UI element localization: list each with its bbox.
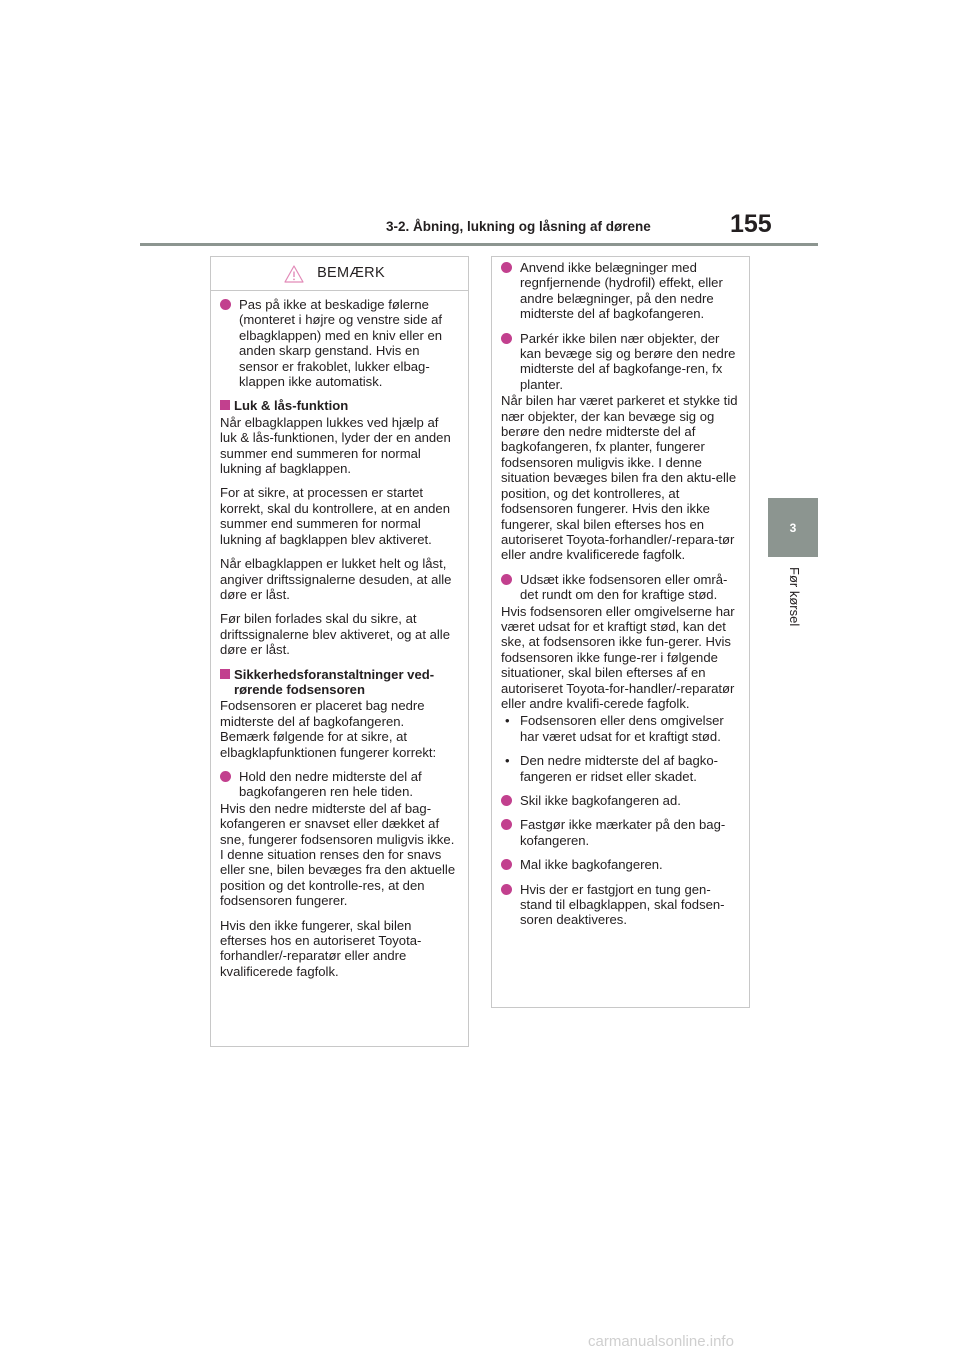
paragraph: Når elbagklappen lukkes ved hjælp af luk & lås-funktionen, lyder der en anden summer end summeren for normal lukning af bagklappen. [220,414,451,477]
bullet-item: Fastgør ikke mærkater på den bag-kofangeren. [501,817,740,848]
page-number: 155 [730,210,772,238]
dash-item: • Fodsensoren eller dens omgivelser har været udsat for et kraftigt stød. [501,713,740,744]
notice-header [211,257,468,291]
notice-label: BEMÆRK [317,264,385,281]
header-rule [140,243,818,246]
bullet-item: Hvis der er fastgjort en tung gen-stand til elbagklappen, skal fodsen-soren deaktiveres. [501,882,740,928]
chapter-title: Før kørsel [787,567,802,627]
notice-box-left [210,256,469,1047]
subheading: Luk & lås-funktion [220,398,457,413]
bullet-item: Udsæt ikke fodsensoren eller områ-det rundt om den for kraftige stød. [501,572,740,603]
subheading: Sikkerhedsforanstaltninger ved-rørende fodsensoren [220,667,457,698]
bullet-item: Parkér ikke bilen nær objekter, der kan bevæge sig og berøre den nedre midterste del af bagkofange-ren, fx planter. [501,331,740,393]
paragraph: Før bilen forlades skal du sikre, at driftssignalerne blev aktiveret, og at alle døre er låst. [220,611,450,658]
paragraph: Hvis fodsensoren eller omgivelserne har været udsat for et kraftigt stød, kan det ske, at fodsensoren ikke fun-gerer. Hvis fodsensoren ikke funge-rer i følgende situationer, skal bilen efterses af en autoriseret Toyota-for-handler/-reparatør eller andre kvalifi-cerede fagfolk. [501,603,735,711]
paragraph: Når bilen har været parkeret et stykke tid nær objekter, der kan bevæge sig og berøre den nedre midterste del af bagkofangeren, fx planter, fungerer fodsensoren muligvis ikke. I denne situation bevæges bilen fra den aktu-elle position, og det kontrolleres, at fodsensoren fungerer. Hvis den ikke fungerer, skal bilen efterses hos en autoriseret Toyota-forhandler/-repara-tør eller andre kvalificerede fagfolk. [501,393,738,563]
bullet-item: Skil ikke bagkofangeren ad. [501,793,740,808]
warning-triangle-icon [284,265,304,283]
paragraph: For at sikre, at processen er startet korrekt, skal du kontrollere, at en anden summer end summeren for normal lukning af bagklappen blev aktiveret. [220,485,450,547]
chapter-number: 3 [789,520,797,535]
paragraph: Fodsensoren er placeret bag nedre midterste del af bagkofangeren. Bemærk følgende for at sikre, at elbagklapfunktionen fungerer korrekt: [220,698,437,760]
chapter-tab [768,498,818,557]
notice-box-right [491,256,750,1008]
paragraph: Hvis den nedre midterste del af bag-kofangeren er snavset eller dækket af sne, fungerer fodsensoren muligvis ikke. I denne situation renses den for snavs eller sne, bilen bevæges fra den aktuelle position og det kontrolle-res, at den fodsensoren fungerer. [220,800,456,909]
bullet-item: Mal ikke bagkofangeren. [501,857,740,872]
dash-item: • Den nedre midterste del af bagko-fangeren er ridset eller skadet. [501,753,740,784]
paragraph: Hvis den ikke fungerer, skal bilen efterses hos en autoriseret Toyota-forhandler/-reparatør eller andre kvalificerede fagfolk. [220,917,422,979]
watermark: carmanualsonline.info [588,1333,734,1350]
bullet-item: Hold den nedre midterste del af bagkofangeren ren hele tiden. [220,769,457,800]
section-title: 3-2. Åbning, lukning og låsning af dørene [386,219,651,234]
bullet-item: Pas på ikke at beskadige følerne (monteret i højre og venstre side af elbagklappen) med en kniv eller en anden skarp genstand. Hvis en sensor er frakoblet, lukker elbag-klappen ikke automatisk. [220,297,457,389]
paragraph: Når elbagklappen er lukket helt og låst, angiver driftssignalerne desuden, at alle døre er låst. [220,556,452,602]
bullet-item: Anvend ikke belægninger med regnfjernende (hydrofil) effekt, eller andre belægninger, på den nedre midterste del af bagkofangeren. [501,260,740,322]
